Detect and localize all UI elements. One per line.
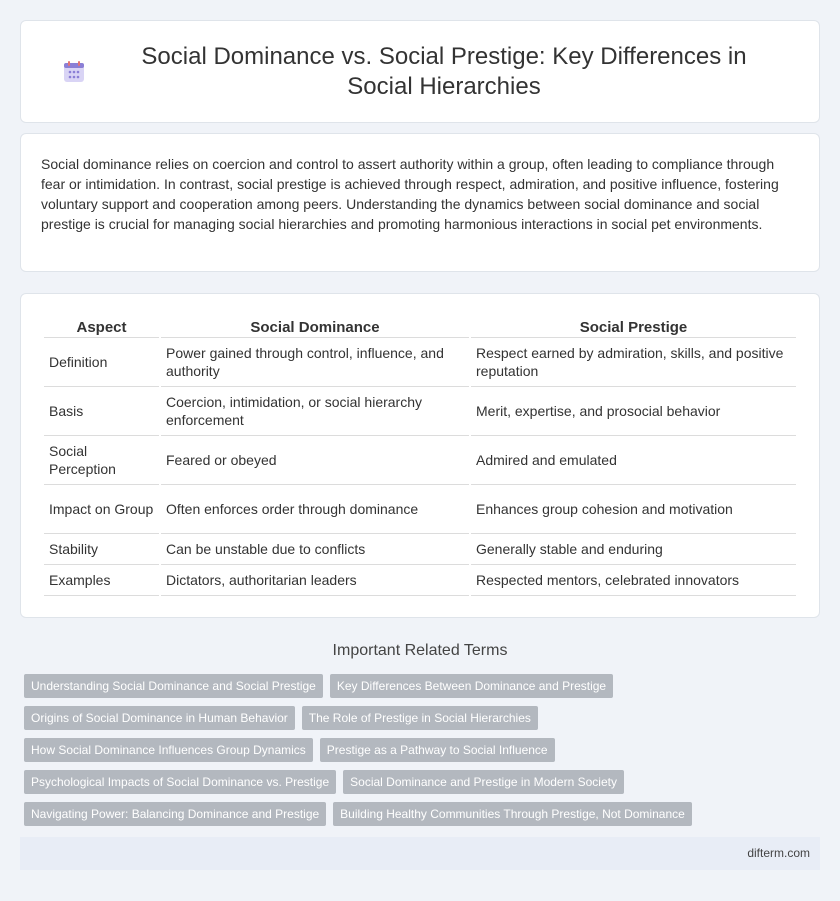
cell-prestige: Respected mentors, celebrated innovators — [471, 565, 796, 596]
cell-dominance: Coercion, intimidation, or social hierarchy enforcement — [161, 387, 469, 436]
cell-dominance: Can be unstable due to conflicts — [161, 534, 469, 565]
related-term-link[interactable]: Navigating Power: Balancing Dominance and Prestige — [24, 802, 326, 826]
cell-aspect: Basis — [44, 387, 159, 436]
related-terms-list — [20, 674, 780, 834]
header-social-dominance: Social Dominance — [161, 314, 469, 338]
table-row — [44, 387, 796, 436]
cell-prestige: Generally stable and enduring — [471, 534, 796, 565]
comparison-table — [42, 314, 798, 596]
header-aspect: Aspect — [44, 314, 159, 338]
related-term-link[interactable]: The Role of Prestige in Social Hierarchies — [302, 706, 538, 730]
cell-aspect: Stability — [44, 534, 159, 565]
table-header-row — [44, 314, 796, 338]
related-term-link[interactable]: Origins of Social Dominance in Human Behavior — [24, 706, 295, 730]
related-term-link[interactable]: Building Healthy Communities Through Prestige, Not Dominance — [333, 802, 692, 826]
calendar-icon — [61, 59, 87, 85]
related-term-link[interactable]: How Social Dominance Influences Group Dynamics — [24, 738, 313, 762]
table-row — [44, 485, 796, 534]
related-term-link[interactable]: Key Differences Between Dominance and Prestige — [330, 674, 613, 698]
header-social-prestige: Social Prestige — [471, 314, 796, 338]
cell-prestige: Enhances group cohesion and motivation — [471, 485, 796, 534]
page-title: Social Dominance vs. Social Prestige: Key Differences in Social Hierarchies — [141, 42, 747, 100]
footer-site-link[interactable]: difterm.com — [747, 846, 810, 860]
cell-aspect: Definition — [44, 338, 159, 387]
table-row — [44, 338, 796, 387]
cell-dominance: Power gained through control, influence, and authority — [161, 338, 469, 387]
cell-aspect: Examples — [44, 565, 159, 596]
cell-aspect: Social Perception — [44, 436, 159, 485]
cell-dominance: Dictators, authoritarian leaders — [161, 565, 469, 596]
cell-prestige: Merit, expertise, and prosocial behavior — [471, 387, 796, 436]
related-term-link[interactable]: Understanding Social Dominance and Social Prestige — [24, 674, 323, 698]
footer — [20, 837, 820, 870]
table-row — [44, 565, 796, 596]
related-term-link[interactable]: Prestige as a Pathway to Social Influence — [320, 738, 555, 762]
related-term-link[interactable]: Social Dominance and Prestige in Modern Society — [343, 770, 624, 794]
cell-prestige: Admired and emulated — [471, 436, 796, 485]
cell-prestige: Respect earned by admiration, skills, and positive reputation — [471, 338, 796, 387]
cell-aspect: Impact on Group — [44, 485, 159, 534]
header-card — [20, 20, 820, 123]
related-term-link[interactable]: Psychological Impacts of Social Dominance vs. Prestige — [24, 770, 336, 794]
intro-text: Social dominance relies on coercion and control to assert authority within a group, often leading to compliance through fear or intimidation. In contrast, social prestige is achieved through respect, admiration, and positive influence, fostering voluntary support and cooperation among peers. Understanding the dynamics between social dominance and social prestige is crucial for managing social hierarchies and promoting harmonious interactions in social pet environments. — [41, 156, 779, 232]
comparison-table-card — [20, 293, 820, 618]
related-terms-title: Important Related Terms — [332, 642, 508, 659]
table-row — [44, 436, 796, 485]
header-inner — [61, 42, 779, 102]
cell-dominance: Often enforces order through dominance — [161, 485, 469, 534]
cell-dominance: Feared or obeyed — [161, 436, 469, 485]
intro-card — [20, 133, 820, 272]
table-row — [44, 534, 796, 565]
